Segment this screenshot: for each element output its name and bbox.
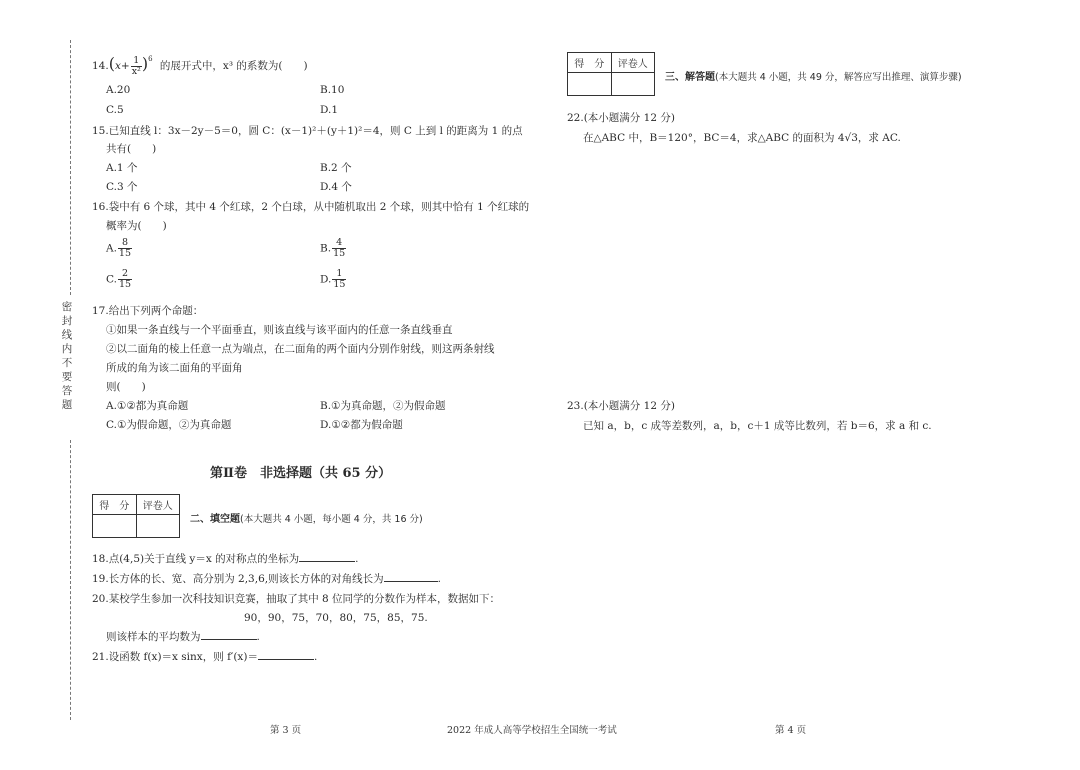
frac-den: 15 xyxy=(333,279,346,290)
question-20-line1: 20.某校学生参加一次科技知识竞赛，抽取了其中 8 位同学的分数作为样本，数据如下： xyxy=(92,593,501,605)
frac-den: 15 xyxy=(333,248,346,259)
frac-den: 15 xyxy=(118,248,132,259)
question-16-line2: 概率为( ) xyxy=(106,220,167,232)
option-label: D. xyxy=(320,273,332,286)
period: . xyxy=(355,553,359,565)
question-14 xyxy=(92,54,308,77)
answer-blank[interactable] xyxy=(299,551,355,562)
answer-blank[interactable] xyxy=(384,571,438,582)
question-21 xyxy=(92,649,317,664)
frac-num: 4 xyxy=(332,238,346,249)
q17-option-a: A.①②都为真命题 xyxy=(106,400,189,412)
question-23-head: 23.(本小题满分 12 分) xyxy=(567,400,675,412)
question-17-line5: 则( ) xyxy=(106,381,146,393)
part2-title: 第Ⅱ卷 非选择题（共 65 分） xyxy=(210,466,392,481)
fraction xyxy=(332,238,346,259)
answer-blank[interactable] xyxy=(258,649,314,660)
math-var: x xyxy=(114,60,121,72)
q15-option-c: C.3 个 xyxy=(106,181,138,193)
grader-cell[interactable] xyxy=(611,73,655,96)
option-label: A. xyxy=(106,242,117,255)
question-text: 19.长方体的长、宽、高分别为 2,3,6,则该长方体的对角线长为 xyxy=(92,573,384,585)
section3-heading xyxy=(665,68,962,83)
question-text: 18.点(4,5)关于直线 y＝x 的对称点的坐标为 xyxy=(92,553,300,565)
score-cell[interactable] xyxy=(568,73,612,96)
q15-option-a: A.1 个 xyxy=(106,162,138,174)
exponent: 6 xyxy=(148,54,153,63)
score-header: 得 分 xyxy=(93,495,137,515)
period: . xyxy=(313,651,318,663)
section2-title: 二、填空题 xyxy=(190,514,240,525)
footer-page-right: 第 4 页 xyxy=(775,725,807,736)
frac-num: 1 xyxy=(131,56,142,67)
q14-option-b: B.10 xyxy=(320,84,345,96)
section2-heading xyxy=(190,510,423,525)
question-16-line1: 16.袋中有 6 个球，其中 4 个红球，2 个白球，从中随机取出 2 个球，则其中恰有 1 个红球的 xyxy=(92,201,530,213)
fraction xyxy=(118,238,132,259)
score-table-section3 xyxy=(567,52,655,96)
question-text: 则该样本的平均数为 xyxy=(106,631,201,643)
answer-area-23[interactable] xyxy=(567,440,1007,710)
question-17-line2: ①如果一条直线与一个平面垂直，则该直线与该平面内的任意一条直线垂直 xyxy=(106,324,453,336)
footer-page-left: 第 3 页 xyxy=(270,725,302,736)
question-text: 的展开式中，x³ 的系数为( ) xyxy=(159,60,308,72)
q14-option-d: D.1 xyxy=(320,104,339,116)
frac-den: 15 xyxy=(119,279,132,290)
q17-option-c: C.①为假命题，②为真命题 xyxy=(106,419,232,431)
q16-option-b xyxy=(320,238,346,259)
fraction xyxy=(118,269,132,290)
section3-title: 三、解答题 xyxy=(665,72,715,83)
question-15-line1: 15.已知直线 l：3x－2y－5＝0，圆 C：(x－1)²＋(y＋1)²＝4，则 C 上到 l 的距离为 1 的点 xyxy=(92,125,523,137)
binding-line-text: 密封线内不要答题 xyxy=(61,301,73,411)
q16-option-a xyxy=(106,238,132,259)
q14-option-c: C.5 xyxy=(106,104,124,116)
binding-line-bottom xyxy=(70,440,71,720)
paren-open: ( xyxy=(108,54,115,73)
q15-option-b: B.2 个 xyxy=(320,162,352,174)
grader-cell[interactable] xyxy=(136,515,180,538)
q16-option-d xyxy=(320,269,346,290)
question-22-head: 22.(本小题满分 12 分) xyxy=(567,112,675,124)
period: . xyxy=(256,631,260,643)
answer-area-22[interactable] xyxy=(567,150,1007,390)
grader-header: 评卷人 xyxy=(611,53,655,73)
paren-close: ) xyxy=(141,54,149,73)
question-number: 14. xyxy=(92,60,109,72)
section3-desc: (本大题共 4 小题，共 49 分，解答应写出推理、演算步骤) xyxy=(715,72,962,83)
option-label: C. xyxy=(106,273,117,286)
question-20-data: 90，90，75，70，80，75，85，75. xyxy=(244,612,428,624)
question-17-line4: 所成的角为该二面角的平面角 xyxy=(106,362,243,374)
section2-desc: (本大题共 4 小题，每小题 4 分，共 16 分) xyxy=(240,514,423,525)
fraction xyxy=(332,269,346,290)
question-19 xyxy=(92,571,441,586)
score-cell[interactable] xyxy=(93,515,137,538)
question-23-body: 已知 a，b，c 成等差数列，a，b，c＋1 成等比数列，若 b＝6，求 a 和 c. xyxy=(583,420,932,432)
q16-option-c xyxy=(106,269,132,290)
q17-option-d: D.①②都为假命题 xyxy=(320,419,403,431)
question-22-body: 在△ABC 中，B＝120°，BC＝4，求△ABC 的面积为 4√3，求 AC. xyxy=(583,132,901,144)
binding-line-notice xyxy=(60,300,74,412)
frac-num: 8 xyxy=(118,238,132,249)
period: . xyxy=(437,573,441,585)
score-header: 得 分 xyxy=(568,53,612,73)
footer-exam-title: 2022 年成人高等学校招生全国统一考试 xyxy=(447,725,617,736)
frac-den: x² xyxy=(131,65,141,77)
frac-num: 1 xyxy=(332,269,346,280)
option-label: B. xyxy=(320,242,332,255)
q15-option-d: D.4 个 xyxy=(320,181,352,193)
answer-blank[interactable] xyxy=(201,629,257,640)
q14-option-a: A.20 xyxy=(106,84,131,96)
question-17-line1: 17.给出下列两个命题： xyxy=(92,305,204,317)
grader-header: 评卷人 xyxy=(136,495,180,515)
question-text: 21.设函数 f(x)＝x sinx，则 f′(x)＝ xyxy=(92,651,258,663)
fraction xyxy=(131,56,142,77)
question-17-line3: ②以二面角的棱上任意一点为端点，在二面角的两个面内分别作射线，则这两条射线 xyxy=(106,343,495,355)
plus-sign: + xyxy=(120,60,130,72)
question-20-line3 xyxy=(106,629,260,644)
frac-num: 2 xyxy=(118,269,132,280)
question-15-line2: 共有( ) xyxy=(106,143,157,155)
binding-line-top xyxy=(70,40,71,295)
score-table-section2 xyxy=(92,494,180,538)
q17-option-b: B.①为真命题，②为假命题 xyxy=(320,400,446,412)
question-18 xyxy=(92,551,358,566)
